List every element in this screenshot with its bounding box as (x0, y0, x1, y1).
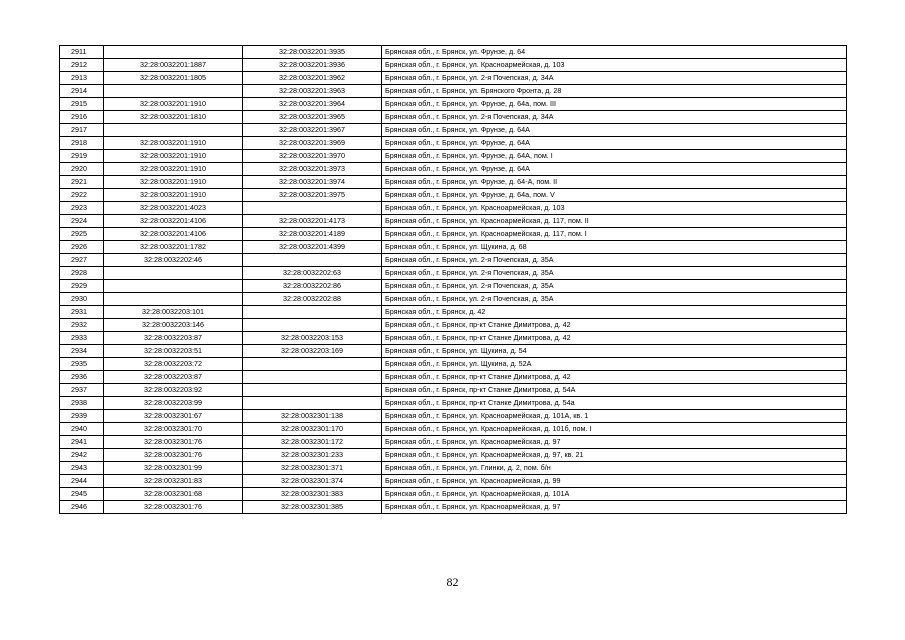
row-number-cell: 2911 (60, 46, 104, 59)
parcel-cadastral-number-cell: 32:28:0032203:72 (104, 358, 243, 371)
table-row (60, 72, 847, 85)
table-row (60, 241, 847, 254)
row-number-cell: 2924 (60, 215, 104, 228)
row-number-cell: 2922 (60, 189, 104, 202)
address-cell: Брянская обл., г. Брянск, ул. 2-я Почепская, д. 34А (382, 72, 847, 85)
parcel-cadastral-number-cell: 32:28:0032201:1910 (104, 163, 243, 176)
table-row (60, 501, 847, 514)
row-number-cell: 2943 (60, 462, 104, 475)
address-cell: Брянская обл., г. Брянск, ул. Красноармейская, д. 97 (382, 501, 847, 514)
object-cadastral-number-cell: 32:28:0032301:385 (243, 501, 382, 514)
object-cadastral-number-cell: 32:28:0032203:153 (243, 332, 382, 345)
address-cell: Брянская обл., г. Брянск, ул. Фрунзе, д. 64а, пом. III (382, 98, 847, 111)
address-cell: Брянская обл., г. Брянск, ул. Красноармейская, д. 101А (382, 488, 847, 501)
object-cadastral-number-cell: 32:28:0032301:233 (243, 449, 382, 462)
table-row (60, 332, 847, 345)
object-cadastral-number-cell: 32:28:0032301:383 (243, 488, 382, 501)
address-cell: Брянская обл., г. Брянск, ул. Щукина, д. 54 (382, 345, 847, 358)
table-row (60, 189, 847, 202)
object-cadastral-number-cell: 32:28:0032301:371 (243, 462, 382, 475)
row-number-cell: 2937 (60, 384, 104, 397)
address-cell: Брянская обл., г. Брянск, д. 42 (382, 306, 847, 319)
object-cadastral-number-cell: 32:28:0032201:4173 (243, 215, 382, 228)
object-cadastral-number-cell (243, 202, 382, 215)
row-number-cell: 2936 (60, 371, 104, 384)
address-cell: Брянская обл., г. Брянск, ул. Красноармейская, д. 101А, кв. 1 (382, 410, 847, 423)
row-number-cell: 2918 (60, 137, 104, 150)
row-number-cell: 2921 (60, 176, 104, 189)
parcel-cadastral-number-cell: 32:28:0032201:4023 (104, 202, 243, 215)
parcel-cadastral-number-cell: 32:28:0032301:76 (104, 436, 243, 449)
table-row (60, 384, 847, 397)
parcel-cadastral-number-cell: 32:28:0032203:92 (104, 384, 243, 397)
parcel-cadastral-number-cell (104, 124, 243, 137)
parcel-cadastral-number-cell: 32:28:0032203:146 (104, 319, 243, 332)
row-number-cell: 2916 (60, 111, 104, 124)
object-cadastral-number-cell: 32:28:0032201:3970 (243, 150, 382, 163)
address-cell: Брянская обл., г. Брянск, ул. Брянского Фронта, д. 28 (382, 85, 847, 98)
address-cell: Брянская обл., г. Брянск, ул. Красноармейская, д. 117, пом. I (382, 228, 847, 241)
table-row (60, 163, 847, 176)
address-cell: Брянская обл., г. Брянск, ул. 2-я Почепская, д. 35А (382, 293, 847, 306)
parcel-cadastral-number-cell: 32:28:0032201:1910 (104, 137, 243, 150)
table-row (60, 150, 847, 163)
registry-sheet (59, 45, 847, 514)
table-row (60, 124, 847, 137)
parcel-cadastral-number-cell (104, 85, 243, 98)
address-cell: Брянская обл., г. Брянск, ул. Фрунзе, д. 64А (382, 137, 847, 150)
address-cell: Брянская обл., г. Брянск, ул. Глинки, д. 2, пом. б/н (382, 462, 847, 475)
row-number-cell: 2932 (60, 319, 104, 332)
parcel-cadastral-number-cell: 32:28:0032201:1910 (104, 150, 243, 163)
object-cadastral-number-cell (243, 306, 382, 319)
object-cadastral-number-cell: 32:28:0032301:138 (243, 410, 382, 423)
parcel-cadastral-number-cell: 32:28:0032301:76 (104, 501, 243, 514)
parcel-cadastral-number-cell: 32:28:0032203:51 (104, 345, 243, 358)
row-number-cell: 2919 (60, 150, 104, 163)
address-cell: Брянская обл., г. Брянск, ул. 2-я Почепская, д. 34А (382, 111, 847, 124)
table-row (60, 137, 847, 150)
parcel-cadastral-number-cell: 32:28:0032203:87 (104, 371, 243, 384)
address-cell: Брянская обл., г. Брянск, ул. Красноармейская, д. 103 (382, 202, 847, 215)
address-cell: Брянская обл., г. Брянск, ул. Фрунзе, д. 64-А, пом. II (382, 176, 847, 189)
parcel-cadastral-number-cell: 32:28:0032301:83 (104, 475, 243, 488)
table-row (60, 358, 847, 371)
object-cadastral-number-cell: 32:28:0032201:3962 (243, 72, 382, 85)
object-cadastral-number-cell (243, 371, 382, 384)
row-number-cell: 2940 (60, 423, 104, 436)
object-cadastral-number-cell: 32:28:0032301:172 (243, 436, 382, 449)
row-number-cell: 2928 (60, 267, 104, 280)
object-cadastral-number-cell: 32:28:0032201:3974 (243, 176, 382, 189)
parcel-cadastral-number-cell: 32:28:0032201:1910 (104, 176, 243, 189)
parcel-cadastral-number-cell: 32:28:0032201:1887 (104, 59, 243, 72)
object-cadastral-number-cell: 32:28:0032301:170 (243, 423, 382, 436)
parcel-cadastral-number-cell: 32:28:0032301:76 (104, 449, 243, 462)
row-number-cell: 2946 (60, 501, 104, 514)
address-cell: Брянская обл., г. Брянск, ул. 2-я Почепская, д. 35А (382, 254, 847, 267)
table-row (60, 488, 847, 501)
parcel-cadastral-number-cell: 32:28:0032201:1810 (104, 111, 243, 124)
row-number-cell: 2915 (60, 98, 104, 111)
object-cadastral-number-cell (243, 397, 382, 410)
parcel-cadastral-number-cell: 32:28:0032201:1805 (104, 72, 243, 85)
address-cell: Брянская обл., г. Брянск, ул. Щукина, д. 52А (382, 358, 847, 371)
table-row (60, 397, 847, 410)
table-row (60, 280, 847, 293)
object-cadastral-number-cell (243, 358, 382, 371)
table-row (60, 371, 847, 384)
address-cell: Брянская обл., г. Брянск, пр-кт Станке Димитрова, д. 42 (382, 332, 847, 345)
row-number-cell: 2935 (60, 358, 104, 371)
row-number-cell: 2925 (60, 228, 104, 241)
object-cadastral-number-cell: 32:28:0032201:3963 (243, 85, 382, 98)
table-row (60, 319, 847, 332)
object-cadastral-number-cell: 32:28:0032202:86 (243, 280, 382, 293)
table-row (60, 215, 847, 228)
row-number-cell: 2939 (60, 410, 104, 423)
registry-table-body (60, 46, 847, 514)
parcel-cadastral-number-cell (104, 46, 243, 59)
address-cell: Брянская обл., г. Брянск, ул. Красноармейская, д. 117, пом. II (382, 215, 847, 228)
row-number-cell: 2926 (60, 241, 104, 254)
address-cell: Брянская обл., г. Брянск, ул. Фрунзе, д. 64а, пом. V (382, 189, 847, 202)
row-number-cell: 2923 (60, 202, 104, 215)
address-cell: Брянская обл., г. Брянск, ул. Фрунзе, д. 64А (382, 163, 847, 176)
table-row (60, 436, 847, 449)
parcel-cadastral-number-cell (104, 293, 243, 306)
row-number-cell: 2914 (60, 85, 104, 98)
table-row (60, 462, 847, 475)
address-cell: Брянская обл., г. Брянск, ул. Фрунзе, д. 64А, пом. I (382, 150, 847, 163)
row-number-cell: 2930 (60, 293, 104, 306)
table-row (60, 85, 847, 98)
object-cadastral-number-cell: 32:28:0032201:3965 (243, 111, 382, 124)
table-row (60, 111, 847, 124)
table-row (60, 98, 847, 111)
table-row (60, 228, 847, 241)
parcel-cadastral-number-cell (104, 280, 243, 293)
object-cadastral-number-cell: 32:28:0032201:3964 (243, 98, 382, 111)
address-cell: Брянская обл., г. Брянск, ул. Фрунзе, д. 64А (382, 124, 847, 137)
table-row (60, 410, 847, 423)
table-row (60, 267, 847, 280)
row-number-cell: 2913 (60, 72, 104, 85)
object-cadastral-number-cell: 32:28:0032202:88 (243, 293, 382, 306)
object-cadastral-number-cell (243, 319, 382, 332)
row-number-cell: 2931 (60, 306, 104, 319)
table-row (60, 46, 847, 59)
object-cadastral-number-cell: 32:28:0032201:3969 (243, 137, 382, 150)
page-number: 82 (446, 575, 459, 589)
address-cell: Брянская обл., г. Брянск, пр-кт Станке Димитрова, д. 54а (382, 397, 847, 410)
address-cell: Брянская обл., г. Брянск, ул. Красноармейская, д. 101б, пом. I (382, 423, 847, 436)
table-row (60, 176, 847, 189)
parcel-cadastral-number-cell: 32:28:0032203:99 (104, 397, 243, 410)
table-row (60, 345, 847, 358)
address-cell: Брянская обл., г. Брянск, ул. 2-я Почепская, д. 35А (382, 280, 847, 293)
parcel-cadastral-number-cell: 32:28:0032203:87 (104, 332, 243, 345)
parcel-cadastral-number-cell: 32:28:0032301:68 (104, 488, 243, 501)
parcel-cadastral-number-cell: 32:28:0032301:70 (104, 423, 243, 436)
row-number-cell: 2934 (60, 345, 104, 358)
row-number-cell: 2942 (60, 449, 104, 462)
address-cell: Брянская обл., г. Брянск, ул. Щукина, д. 68 (382, 241, 847, 254)
object-cadastral-number-cell: 32:28:0032201:3973 (243, 163, 382, 176)
row-number-cell: 2945 (60, 488, 104, 501)
row-number-cell: 2944 (60, 475, 104, 488)
parcel-cadastral-number-cell: 32:28:0032301:99 (104, 462, 243, 475)
address-cell: Брянская обл., г. Брянск, ул. Красноармейская, д. 97, кв. 21 (382, 449, 847, 462)
address-cell: Брянская обл., г. Брянск, ул. 2-я Почепская, д. 35А (382, 267, 847, 280)
address-cell: Брянская обл., г. Брянск, ул. Красноармейская, д. 99 (382, 475, 847, 488)
row-number-cell: 2929 (60, 280, 104, 293)
table-row (60, 202, 847, 215)
parcel-cadastral-number-cell: 32:28:0032201:1910 (104, 189, 243, 202)
parcel-cadastral-number-cell (104, 267, 243, 280)
object-cadastral-number-cell: 32:28:0032203:169 (243, 345, 382, 358)
address-cell: Брянская обл., г. Брянск, пр-кт Станке Димитрова, д. 42 (382, 371, 847, 384)
address-cell: Брянская обл., г. Брянск, пр-кт Станке Димитрова, д. 42 (382, 319, 847, 332)
parcel-cadastral-number-cell: 32:28:0032301:67 (104, 410, 243, 423)
table-row (60, 475, 847, 488)
table-row (60, 449, 847, 462)
object-cadastral-number-cell: 32:28:0032201:4189 (243, 228, 382, 241)
object-cadastral-number-cell: 32:28:0032301:374 (243, 475, 382, 488)
object-cadastral-number-cell: 32:28:0032202:63 (243, 267, 382, 280)
row-number-cell: 2920 (60, 163, 104, 176)
row-number-cell: 2938 (60, 397, 104, 410)
row-number-cell: 2933 (60, 332, 104, 345)
row-number-cell: 2917 (60, 124, 104, 137)
row-number-cell: 2912 (60, 59, 104, 72)
object-cadastral-number-cell: 32:28:0032201:3967 (243, 124, 382, 137)
parcel-cadastral-number-cell: 32:28:0032201:4106 (104, 215, 243, 228)
object-cadastral-number-cell: 32:28:0032201:3975 (243, 189, 382, 202)
parcel-cadastral-number-cell: 32:28:0032201:4106 (104, 228, 243, 241)
object-cadastral-number-cell (243, 384, 382, 397)
address-cell: Брянская обл., г. Брянск, ул. Фрунзе, д. 64 (382, 46, 847, 59)
registry-table (59, 45, 847, 514)
object-cadastral-number-cell: 32:28:0032201:3935 (243, 46, 382, 59)
table-row (60, 293, 847, 306)
parcel-cadastral-number-cell: 32:28:0032201:1910 (104, 98, 243, 111)
table-row (60, 423, 847, 436)
table-row (60, 254, 847, 267)
object-cadastral-number-cell (243, 254, 382, 267)
parcel-cadastral-number-cell: 32:28:0032202:46 (104, 254, 243, 267)
parcel-cadastral-number-cell: 32:28:0032201:1782 (104, 241, 243, 254)
object-cadastral-number-cell: 32:28:0032201:4399 (243, 241, 382, 254)
address-cell: Брянская обл., г. Брянск, пр-кт Станке Димитрова, д. 54А (382, 384, 847, 397)
address-cell: Брянская обл., г. Брянск, ул. Красноармейская, д. 103 (382, 59, 847, 72)
address-cell: Брянская обл., г. Брянск, ул. Красноармейская, д. 97 (382, 436, 847, 449)
row-number-cell: 2927 (60, 254, 104, 267)
parcel-cadastral-number-cell: 32:28:0032203:101 (104, 306, 243, 319)
table-row (60, 59, 847, 72)
table-row (60, 306, 847, 319)
object-cadastral-number-cell: 32:28:0032201:3936 (243, 59, 382, 72)
row-number-cell: 2941 (60, 436, 104, 449)
